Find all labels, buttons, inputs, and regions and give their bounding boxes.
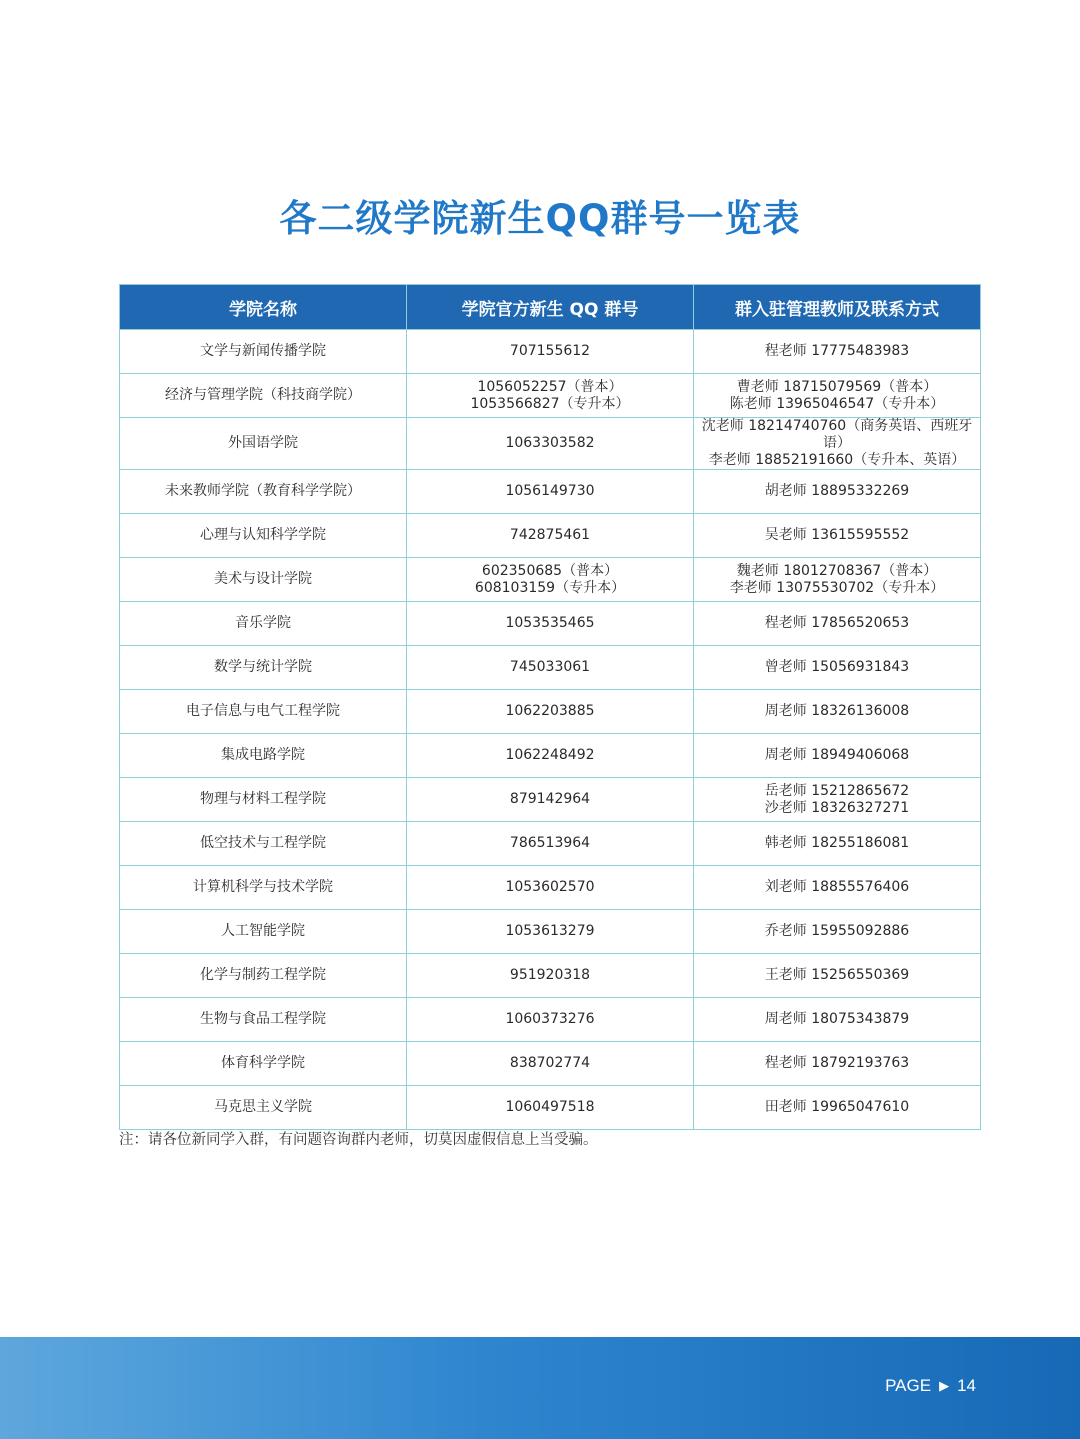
- qq-group-cell: [407, 778, 694, 822]
- qq-group-cell: [407, 998, 694, 1042]
- page-label: PAGE: [885, 1376, 932, 1395]
- qq-group-line: 707155612: [509, 343, 591, 359]
- contact-line: 田老师 19965047610: [764, 1099, 910, 1115]
- qq-group-cell: [407, 866, 694, 910]
- header-college: 学院名称: [120, 285, 407, 330]
- qq-group-line: 1053613279: [505, 923, 595, 939]
- page-title: 各二级学院新生QQ群号一览表: [279, 197, 801, 240]
- college-name: 美术与设计学院: [214, 571, 312, 587]
- table-row: [120, 822, 981, 866]
- footnote: 注：请各位新同学入群，有问题咨询群内老师，切莫因虚假信息上当受骗。: [119, 1132, 598, 1148]
- table-row: [120, 602, 981, 646]
- contact-cell: [694, 690, 981, 734]
- contact-line: 周老师 18326136008: [764, 703, 910, 719]
- table-row: [120, 1042, 981, 1086]
- qq-group-cell: [407, 602, 694, 646]
- qq-group-line: 1060497518: [505, 1099, 595, 1115]
- contact-cell: [694, 1086, 981, 1130]
- qq-group-cell: [407, 646, 694, 690]
- qq-group-line: 1056149730: [505, 483, 595, 499]
- contact-line: 周老师 18075343879: [764, 1011, 910, 1027]
- college-name-cell: [120, 558, 407, 602]
- college-name: 心理与认知科学学院: [200, 527, 326, 543]
- college-name: 集成电路学院: [221, 747, 305, 763]
- contact-line: 程老师 17856520653: [764, 615, 910, 631]
- contact-line: 程老师 17775483983: [764, 343, 910, 359]
- qq-group-cell: [407, 470, 694, 514]
- contact-line: 沙老师 18326327271: [764, 799, 910, 816]
- college-name-cell: [120, 1042, 407, 1086]
- qq-group-line: 1063303582: [505, 435, 595, 451]
- contact-line: 曾老师 15056931843: [764, 659, 910, 675]
- qq-group-cell: [407, 374, 694, 418]
- contact-cell: [694, 866, 981, 910]
- contact-cell: [694, 514, 981, 558]
- contact-cell: [694, 646, 981, 690]
- contact-line: 沈老师 18214740760（商务英语、西班牙语）: [701, 418, 973, 451]
- college-name: 文学与新闻传播学院: [200, 343, 326, 359]
- play-triangle-icon: ▶: [939, 1378, 950, 1393]
- college-name: 未来教师学院（教育科学学院）: [165, 483, 361, 499]
- college-name-cell: [120, 1086, 407, 1130]
- college-name: 化学与制药工程学院: [200, 967, 326, 983]
- qq-group-line: 879142964: [509, 791, 591, 807]
- table-row: [120, 910, 981, 954]
- college-name: 体育科学学院: [221, 1055, 305, 1071]
- college-name: 物理与材料工程学院: [200, 791, 326, 807]
- table-row: [120, 470, 981, 514]
- college-name-cell: [120, 646, 407, 690]
- college-name-cell: [120, 330, 407, 374]
- page-number: 14: [957, 1376, 976, 1395]
- college-name-cell: [120, 998, 407, 1042]
- college-name-cell: [120, 734, 407, 778]
- contact-cell: [694, 602, 981, 646]
- college-name: 数学与统计学院: [214, 659, 312, 675]
- college-name: 人工智能学院: [221, 923, 305, 939]
- header-contact: 群入驻管理教师及联系方式: [694, 285, 981, 330]
- contact-line: 李老师 13075530702（专升本）: [729, 579, 945, 596]
- college-name-cell: [120, 822, 407, 866]
- qq-group-cell: [407, 1086, 694, 1130]
- college-name: 计算机科学与技术学院: [193, 879, 333, 895]
- qq-group-cell: [407, 734, 694, 778]
- qq-group-cell: [407, 822, 694, 866]
- college-name: 外国语学院: [228, 435, 298, 451]
- contact-line: 乔老师 15955092886: [764, 923, 910, 939]
- college-name: 生物与食品工程学院: [200, 1011, 326, 1027]
- contact-line: 王老师 15256550369: [764, 967, 910, 983]
- table-row: [120, 866, 981, 910]
- contact-cell: [694, 558, 981, 602]
- college-name-cell: [120, 470, 407, 514]
- contact-cell: [694, 778, 981, 822]
- table-row: [120, 330, 981, 374]
- college-name-cell: [120, 778, 407, 822]
- contact-line: 李老师 18852191660（专升本、英语）: [708, 452, 966, 468]
- qq-group-line: 1053602570: [505, 879, 595, 895]
- table-header-row: [120, 285, 981, 330]
- qq-group-line: 951920318: [509, 967, 591, 983]
- qq-group-line: 1060373276: [505, 1011, 595, 1027]
- contact-line: 韩老师 18255186081: [764, 835, 910, 851]
- college-name: 低空技术与工程学院: [200, 835, 326, 851]
- table-row: [120, 690, 981, 734]
- table-row: [120, 646, 981, 690]
- table-row: [120, 514, 981, 558]
- contact-cell: [694, 998, 981, 1042]
- college-name-cell: [120, 910, 407, 954]
- qq-group-cell: [407, 910, 694, 954]
- contact-cell: [694, 330, 981, 374]
- contact-line: 曹老师 18715079569（普本）: [736, 378, 938, 395]
- table-row: [120, 734, 981, 778]
- qq-group-line: 1062248492: [505, 747, 595, 763]
- contact-line: 魏老师 18012708367（普本）: [736, 562, 938, 579]
- table-row: [120, 778, 981, 822]
- contact-line: 陈老师 13965046547（专升本）: [729, 395, 945, 412]
- table-row: [120, 558, 981, 602]
- table-row: [120, 418, 981, 470]
- table-row: [120, 374, 981, 418]
- college-name-cell: [120, 418, 407, 470]
- qq-group-line: 786513964: [509, 835, 591, 851]
- college-name: 马克思主义学院: [214, 1099, 312, 1115]
- qq-group-line: 1053566827（专升本）: [470, 395, 630, 412]
- qq-group-cell: [407, 514, 694, 558]
- contact-line: 周老师 18949406068: [764, 747, 910, 763]
- page-indicator: [885, 1376, 976, 1396]
- contact-line: 胡老师 18895332269: [764, 483, 910, 499]
- college-name-cell: [120, 954, 407, 998]
- qq-group-line: 1062203885: [505, 703, 595, 719]
- contact-line: 刘老师 18855576406: [764, 879, 910, 895]
- qq-group-line: 838702774: [509, 1055, 591, 1071]
- qq-group-cell: [407, 954, 694, 998]
- header-qq-group: 学院官方新生 QQ 群号: [407, 285, 694, 330]
- college-name-cell: [120, 690, 407, 734]
- qq-group-cell: [407, 1042, 694, 1086]
- table-row: [120, 998, 981, 1042]
- contact-cell: [694, 954, 981, 998]
- college-name: 电子信息与电气工程学院: [186, 703, 340, 719]
- contact-line: 岳老师 15212865672: [764, 782, 910, 799]
- qq-group-cell: [407, 418, 694, 470]
- contact-line: 吴老师 13615595552: [764, 527, 910, 543]
- college-name-cell: [120, 374, 407, 418]
- qq-group-line: 608103159（专升本）: [474, 579, 626, 596]
- contact-cell: [694, 822, 981, 866]
- qq-group-table: [119, 284, 981, 1130]
- qq-group-line: 1053535465: [505, 615, 595, 631]
- college-name-cell: [120, 602, 407, 646]
- college-name-cell: [120, 866, 407, 910]
- college-name-cell: [120, 514, 407, 558]
- contact-cell: [694, 374, 981, 418]
- qq-group-line: 602350685（普本）: [481, 562, 619, 579]
- qq-group-line: 745033061: [509, 659, 591, 675]
- table-row: [120, 954, 981, 998]
- contact-line: 程老师 18792193763: [764, 1055, 910, 1071]
- qq-group-line: 1056052257（普本）: [477, 378, 623, 395]
- college-name: 音乐学院: [235, 615, 291, 631]
- contact-cell: [694, 1042, 981, 1086]
- table-row: [120, 1086, 981, 1130]
- qq-group-line: 742875461: [509, 527, 591, 543]
- contact-cell: [694, 910, 981, 954]
- contact-cell: [694, 734, 981, 778]
- qq-group-cell: [407, 330, 694, 374]
- qq-group-cell: [407, 558, 694, 602]
- qq-group-cell: [407, 690, 694, 734]
- contact-cell: [694, 470, 981, 514]
- college-name: 经济与管理学院（科技商学院）: [165, 387, 361, 403]
- contact-cell: [694, 418, 981, 470]
